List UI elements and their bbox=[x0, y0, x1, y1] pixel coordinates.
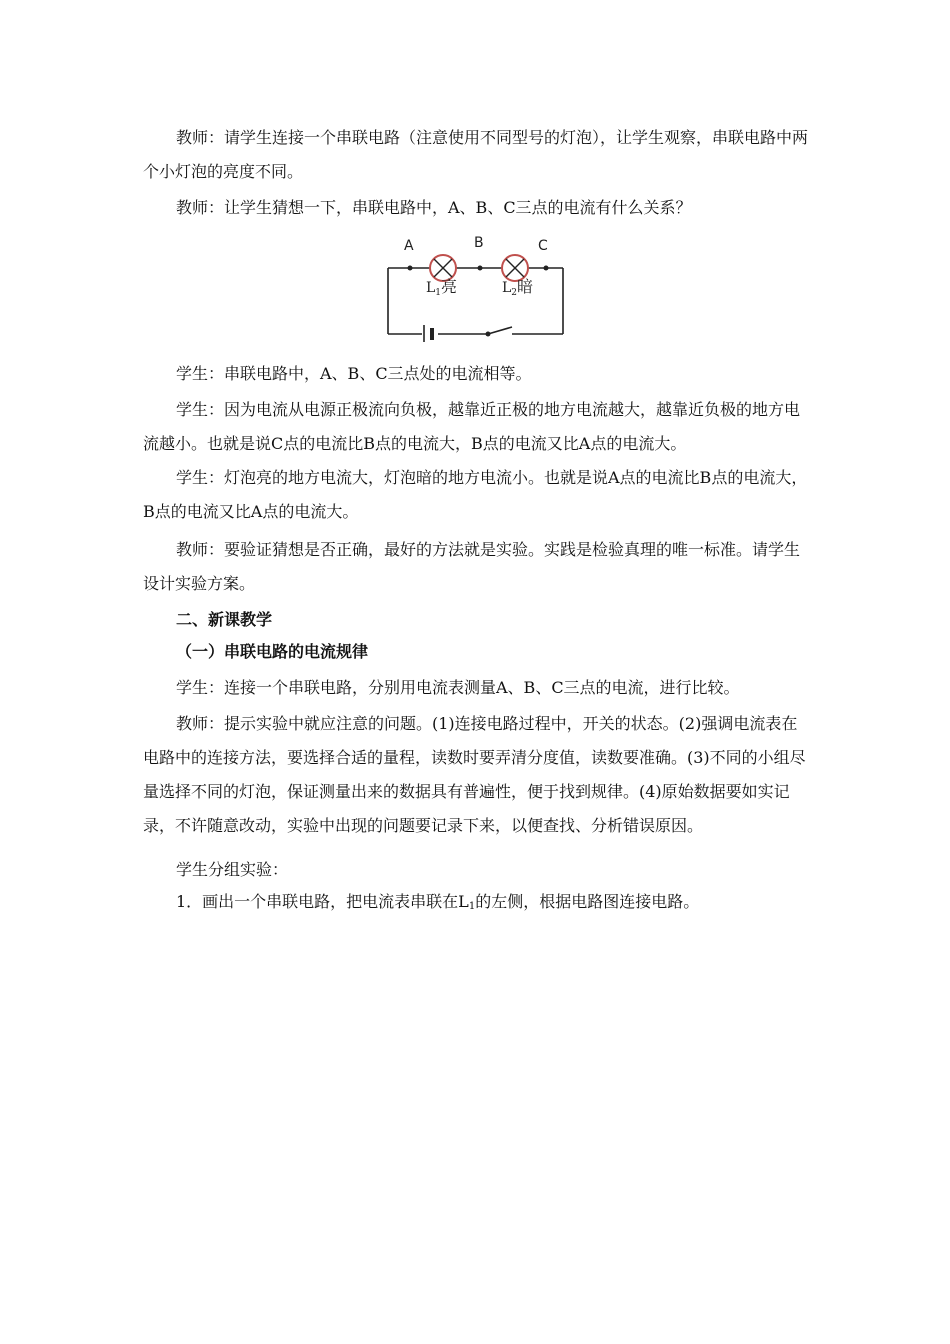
point-a-label: A bbox=[404, 238, 414, 254]
point-c-dot bbox=[544, 266, 549, 271]
subsection-heading: （一）串联电路的电流规律 bbox=[176, 642, 369, 661]
point-b-dot bbox=[478, 266, 483, 271]
lamp-l2-label: $L_2$暗 bbox=[502, 277, 534, 298]
paragraph-student-positive: 学生：因为电流从电源正极流向负极，越靠近正极的地方电流越大，越靠近负极的地方电流越小。也就是说C点的电流比B点的电流大，B点的电流又比A点的电流大。 bbox=[143, 400, 801, 453]
paragraph-student-bright: 学生：灯泡亮的地方电流大，灯泡暗的地方电流小。也就是说A点的电流比B点的电流大，B点的电流又比A点的电流大。 bbox=[143, 468, 808, 521]
point-a-dot bbox=[408, 266, 413, 271]
paragraph-group-experiment: 学生分组实验： bbox=[176, 860, 289, 879]
point-b-label: B bbox=[474, 235, 484, 251]
paragraph-student-measure: 学生：连接一个串联电路，分别用电流表测量A、B、C三点的电流，进行比较。 bbox=[176, 678, 740, 697]
paragraph-student-equal: 学生：串联电路中，A、B、C三点处的电流相等。 bbox=[176, 364, 532, 383]
lamp-l1-label: $L_1$亮 bbox=[426, 277, 458, 298]
switch-icon bbox=[486, 327, 513, 337]
circuit-wires bbox=[388, 268, 563, 334]
series-circuit-diagram bbox=[380, 230, 580, 342]
battery-icon bbox=[424, 325, 432, 342]
section-heading: 二、新课教学 bbox=[176, 610, 273, 629]
paragraph-teacher-guess: 教师：让学生猜想一下，串联电路中，A、B、C三点的电流有什么关系？ bbox=[176, 198, 692, 217]
paragraph-step-1: 1．画出一个串联电路，把电流表串联在$L_1$的左侧，根据电路图连接电路。 bbox=[176, 892, 700, 912]
point-c-label: C bbox=[538, 238, 548, 254]
paragraph-teacher-verify: 教师：要验证猜想是否正确，最好的方法就是实验。实践是检验真理的唯一标准。请学生设计实验方案。 bbox=[143, 540, 801, 593]
paragraph-teacher-connect: 教师：请学生连接一个串联电路（注意使用不同型号的灯泡），让学生观察，串联电路中两个小灯泡的亮度不同。 bbox=[143, 128, 809, 181]
paragraph-teacher-notes: 教师：提示实验中就应注意的问题。(1)连接电路过程中，开关的状态。(2)强调电流表在电路中的连接方法，要选择合适的量程，读数时要弄清分度值，读数要准确。(3)不同的小组尽量选择不同的灯泡，保证测量出来的数据具有普遍性，便于找到规律。(4)原始数据要如实记录，不许随意改动，实验中出现的问题要记录下来，以便查找、分析错误原因。 bbox=[143, 714, 806, 835]
